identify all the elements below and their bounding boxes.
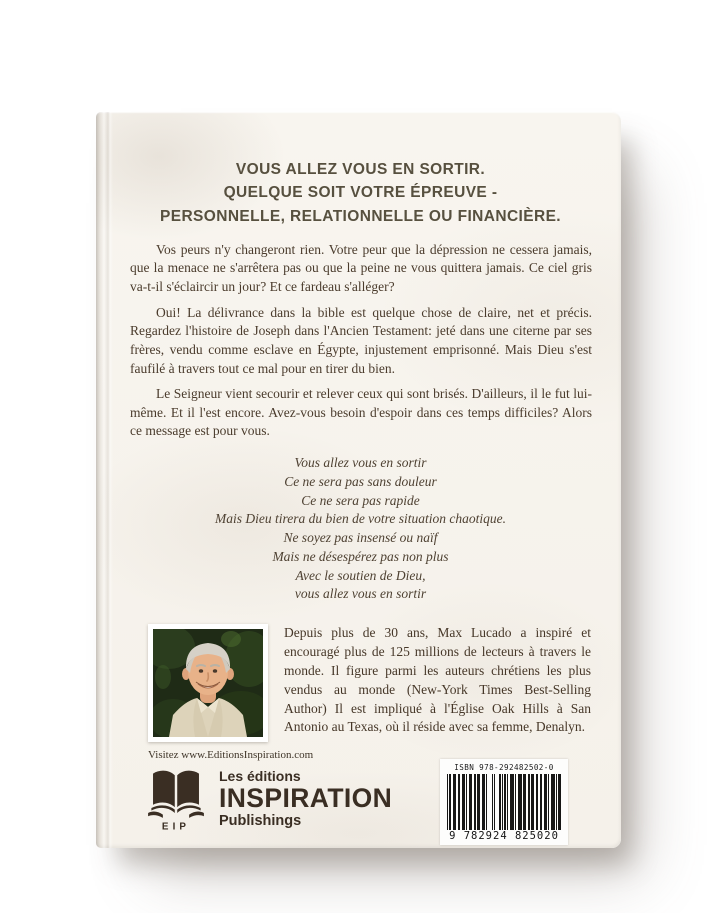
author-photo [148,624,268,742]
barcode-bars [447,774,561,830]
synopsis-paragraph-1: Vos peurs n'y changeront rien. Votre peur que la dépression ne cessera jamais, que la menace ne s'arrêtera pas ou que la peine ne vous quittera jamais. Ce ciel gris va-t-il s'éclaircir un jour? Et ce fardeau s'alléger? [130,241,592,294]
cover-content [96,112,621,848]
poem-line-2: Ce ne sera pas sans douleur [284,473,437,489]
barcode-panel [440,759,568,845]
synopsis-paragraph-2: Oui! La délivrance dans la bible est quelque chose de claire, net et précis. Regardez l'histoire de Joseph dans l'Ancien Testament: jeté dans une citerne par ses frères, vendu comme esclave en Égypte, injustement emprisonné. Mais Dieu s'est faufilé à travers tout ce mal pour en tirer du bien. [130,304,592,376]
author-bio: Depuis plus de 30 ans, Max Lucado a inspiré et encouragé plus de 125 millions de lecteurs à travers le monde. Il figure parmi les auteurs chrétiens les plus vendus au monde (New-York Times Best-Selling Author) Il est impliqué à l'Église Oak Hills à San Antonio au Texas, où il réside avec sa femme, Denalyn. [284,625,591,735]
barcode-digits: 9 782924 825020 [445,830,563,842]
publisher-name [219,769,392,830]
poem-line-6: Mais ne désespérez pas non plus [272,548,449,564]
synopsis [130,241,592,441]
poem-line-1: Vous allez vous en sortir [294,455,427,470]
publisher-website-line: Visitez www.EditionsInspiration.com [148,749,314,761]
synopsis-paragraph-3: Le Seigneur vient secourir et relever ceux qui sont brisés. D'ailleurs, il le fut lui-même. Et il l'est encore. Avez-vous besoin d'espoir dans ces temps difficiles? Alors ce message est pour vous. [130,386,592,439]
back-cover-headline [130,158,591,228]
publisher-line-2: INSPIRATION [219,782,393,813]
logo-initials: EIP [161,821,191,831]
poem-line-4: Mais Dieu tirera du bien de votre situation chaotique. [214,511,507,527]
headline-line-2: QUELQUE SOIT VOTRE ÉPREUVE - [223,184,498,202]
open-book-logo-icon [146,767,206,831]
poem-line-8: vous allez vous en sortir [294,586,427,602]
publisher-line-3: Publishings [219,812,302,829]
poem-line-5: Ne soyez pas insensé ou naïf [283,530,438,545]
author-section [148,624,591,742]
author-portrait-illustration [153,629,263,737]
publisher-block [146,767,392,831]
isbn-text: ISBN 978-292482502-0 [454,763,554,772]
publisher-line-1: Les éditions [219,767,301,784]
poem-excerpt [130,454,591,604]
book-back-cover [96,112,621,848]
headline-line-3: PERSONNELLE, RELATIONNELLE OU FINANCIÈRE. [159,207,562,225]
poem-line-7: Avec le soutien de Dieu, [295,567,426,583]
headline-line-1: VOUS ALLEZ VOUS EN SORTIR. [235,161,486,178]
poem-line-3: Ce ne sera pas rapide [301,492,420,508]
